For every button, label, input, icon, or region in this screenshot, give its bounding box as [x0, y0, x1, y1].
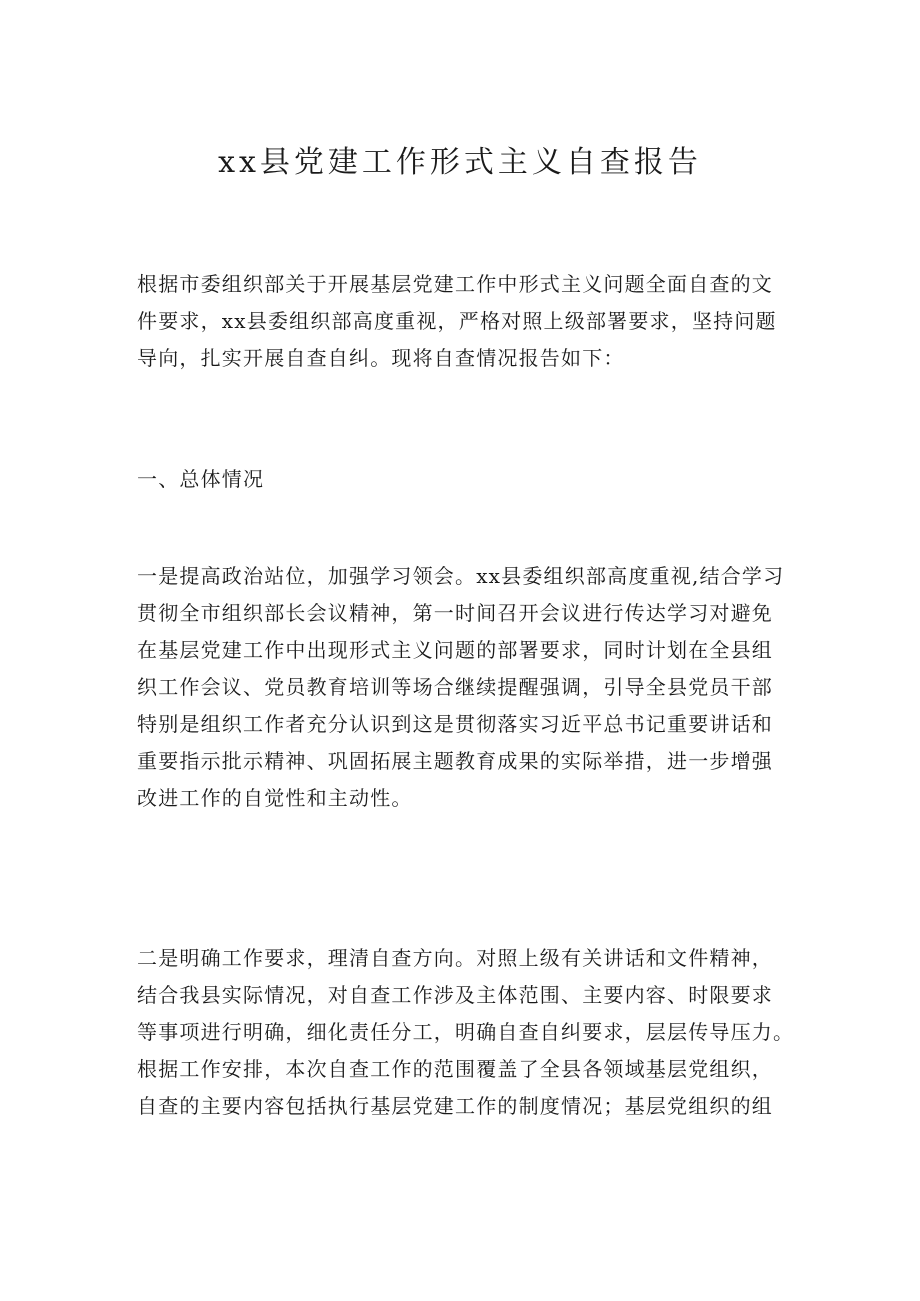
- text-line: 织工作会议、党员教育培训等场合继续提醒强调，引导全县党员干部: [137, 675, 773, 699]
- document-title: xx县党建工作形式主义自查报告: [218, 145, 702, 180]
- text-line: 一是提高政治站位，加强学习领会。xx县委组织部高度重视,结合学习: [137, 564, 785, 588]
- text-line: 自查的主要内容包括执行基层党建工作的制度情况；基层党组织的组: [137, 1094, 773, 1118]
- text-line: 贯彻全市组织部长会议精神，第一时间召开会议进行传达学习对避免: [137, 601, 773, 625]
- paragraph-1: [137, 558, 807, 817]
- paragraph-2: [137, 940, 807, 1125]
- text-line: 根据市委组织部关于开展基层党建工作中形式主义问题全面自查的文: [137, 272, 773, 296]
- text-line: 二是明确工作要求，理清自查方向。对照上级有关讲话和文件精神，: [137, 946, 773, 970]
- text-line: 重要指示批示精神、巩固拓展主题教育成果的实际举措，进一步增强: [137, 749, 773, 773]
- intro-paragraph: [137, 266, 807, 377]
- text-line: 导向，扎实开展自查自纠。现将自查情况报告如下：: [137, 346, 625, 370]
- text-line: 件要求，xx县委组织部高度重视，严格对照上级部署要求，坚持问题: [137, 309, 777, 333]
- section-heading: [137, 461, 807, 498]
- text-line: 在基层党建工作中出现形式主义问题的部署要求，同时计划在全县组: [137, 638, 773, 662]
- text-line: 结合我县实际情况，对自查工作涉及主体范围、主要内容、时限要求: [137, 983, 773, 1007]
- section-heading-text: 一、总体情况: [137, 467, 265, 491]
- text-line: 等事项进行明确，细化责任分工，明确自查自纠要求，层层传导压力。: [137, 1020, 795, 1044]
- text-line: 根据工作安排，本次自查工作的范围覆盖了全县各领域基层党组织，: [137, 1057, 773, 1081]
- text-line: 改进工作的自觉性和主动性。: [137, 786, 413, 810]
- text-line: 特别是组织工作者充分认识到这是贯彻落实习近平总书记重要讲话和: [137, 712, 773, 736]
